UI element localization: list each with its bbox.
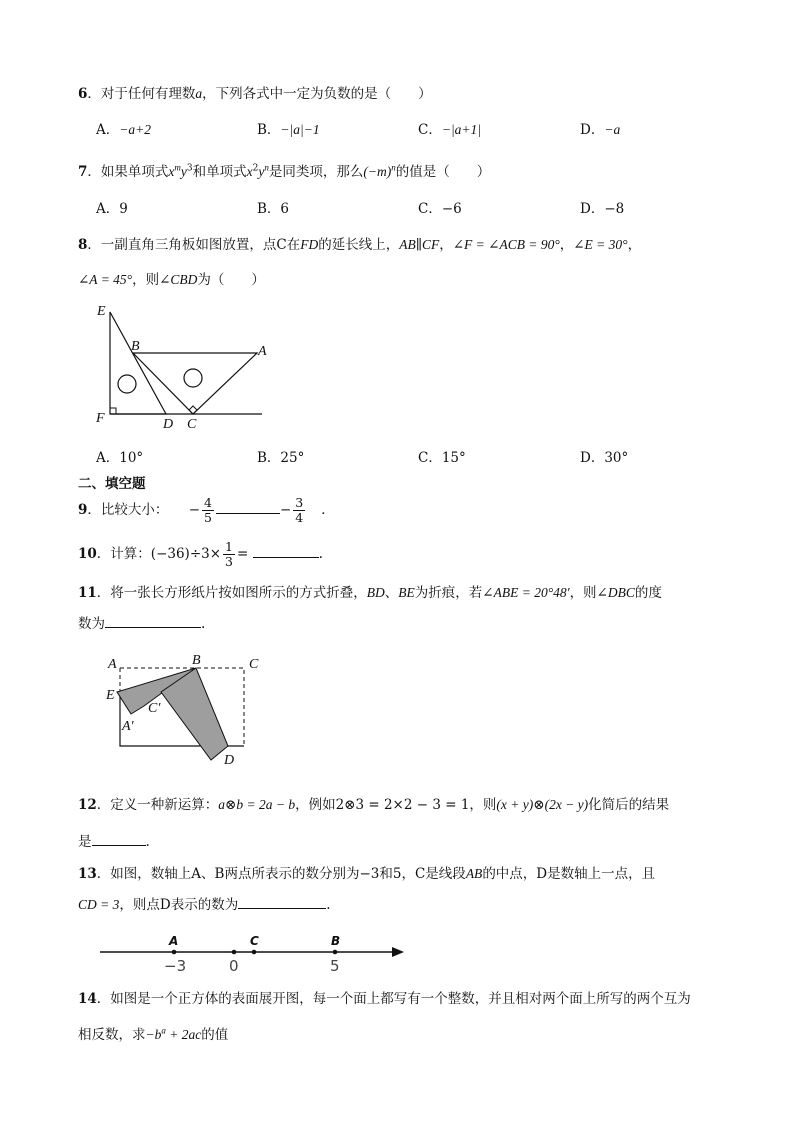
q8-number: 8 xyxy=(78,237,88,253)
q7-stem: 7．如果单项式$x^my^3$和单项式$x^2y^n$是同类项，那么$(-m)^n$的值是（ ） xyxy=(78,162,491,180)
q10-fraction: $\frac{1}{3}$ xyxy=(225,539,233,569)
q8-option-b: B．25° xyxy=(257,450,305,466)
q8-option-d: D．30° xyxy=(580,450,629,466)
q12-stem-line1: 12．定义一种新运算：a⊗b = 2a − b，例如2⊗3 = 2×2 − 3 = 1，则(x + y)⊗(2x − y)化简后的结果 xyxy=(78,797,670,813)
label-E: E xyxy=(106,688,115,703)
axis-label-C: C xyxy=(250,934,259,948)
label-A: A xyxy=(258,344,267,359)
q8-stem-line2: ∠A = 45°，则∠CBD为（ ） xyxy=(78,272,265,288)
q7-option-d: D．−8 xyxy=(580,201,625,217)
q6-option-b: B．−|a|−1 xyxy=(257,122,320,138)
q7-number: 7 xyxy=(78,164,88,180)
label-C: C xyxy=(249,657,259,672)
q9-fraction-1: $\frac{4}{5}$ xyxy=(204,495,212,525)
q11-fold-figure xyxy=(100,650,270,768)
q12-answer-blank[interactable] xyxy=(92,831,146,846)
q9-number: 9 xyxy=(78,502,88,518)
q6-stem xyxy=(78,82,432,102)
q12-number: 12 xyxy=(78,797,97,813)
axis-label-A: A xyxy=(169,934,179,948)
q10-answer-blank[interactable] xyxy=(253,543,319,558)
label-C: C xyxy=(187,417,197,432)
axis-tick-5: 5 xyxy=(330,957,340,975)
q8-option-a: A．10° xyxy=(96,450,144,466)
label-B: B xyxy=(131,339,140,354)
q7-option-b: B．6 xyxy=(257,201,290,217)
q6-number: 6 xyxy=(78,86,88,102)
axis-label-B: B xyxy=(331,934,341,948)
label-E: E xyxy=(97,304,106,319)
q13-number-line xyxy=(96,928,416,978)
label-A: A xyxy=(108,657,117,672)
label-C-prime: C′ xyxy=(148,701,161,716)
q8-option-c: C．15° xyxy=(418,450,466,466)
q13-stem-line2: CD = 3，则点D表示的数为 . xyxy=(78,893,331,913)
q8-triangle-figure xyxy=(80,298,280,438)
label-A-prime: A′ xyxy=(122,719,134,734)
q6-var: a xyxy=(195,86,203,101)
q14-stem-line1: 14．如图是一个正方体的表面展开图，每一个面上都写有一个整数，并且相对两个面上所写的两个互为 xyxy=(78,991,691,1007)
q10-number: 10 xyxy=(78,546,97,562)
label-D: D xyxy=(163,417,174,432)
q11-answer-blank[interactable] xyxy=(105,613,201,628)
q7-option-c: C．−6 xyxy=(418,201,462,217)
axis-tick-0: 0 xyxy=(229,957,239,975)
q11-number: 11 xyxy=(78,585,97,601)
q6-option-a: A．−a+2 xyxy=(96,122,151,138)
axis-tick-minus3: −3 xyxy=(164,957,187,975)
section-fill-in-heading: 二、填空题 xyxy=(78,476,146,492)
q9-answer-blank[interactable] xyxy=(216,499,280,514)
q6-text: ．对于任何有理数 xyxy=(87,86,196,102)
q6-option-d: D．−a xyxy=(580,122,621,138)
q13-number: 13 xyxy=(78,866,97,882)
q9-fraction-2: $\frac{3}{4}$ xyxy=(295,495,304,525)
q9-stem: 9．比较大小： − $\frac{4}{5}$ − $\frac{3}{4}$ ． xyxy=(78,495,335,525)
q8-stem-line1: 8．一副直角三角板如图放置，点C在FD的延长线上，AB∥CF，∠F = ∠ACB = 90°，∠E = 30°， xyxy=(78,237,642,253)
q11-stem-line1: 11．将一张长方形纸片按如图所示的方式折叠，BD、BE为折痕，若∠ABE = 20°48′，则∠DBC的度 xyxy=(78,585,662,601)
label-B: B xyxy=(192,653,201,668)
label-F: F xyxy=(96,411,105,426)
q6-text2: ，下列各式中一定为负数的是（ ） xyxy=(202,86,432,102)
q6-option-c: C．−|a+1| xyxy=(418,122,481,138)
q10-stem: 10．计算：(−36)÷3× $\frac{1}{3}$ = . xyxy=(78,539,323,569)
q14-number: 14 xyxy=(78,991,97,1007)
q13-answer-blank[interactable] xyxy=(238,894,326,909)
q13-stem-line1: 13．如图，数轴上A、B两点所表示的数分别为−3和5，C是线段AB的中点，D是数轴上一点，且 xyxy=(78,866,656,882)
q7-option-a: A．9 xyxy=(96,201,128,217)
q11-stem-line2: 数为 . xyxy=(78,612,205,632)
q14-stem-line2: 相反数，求$-b^a + 2ac$的值 xyxy=(78,1025,229,1043)
label-D: D xyxy=(224,753,235,768)
q12-stem-line2: 是 . xyxy=(78,830,150,850)
